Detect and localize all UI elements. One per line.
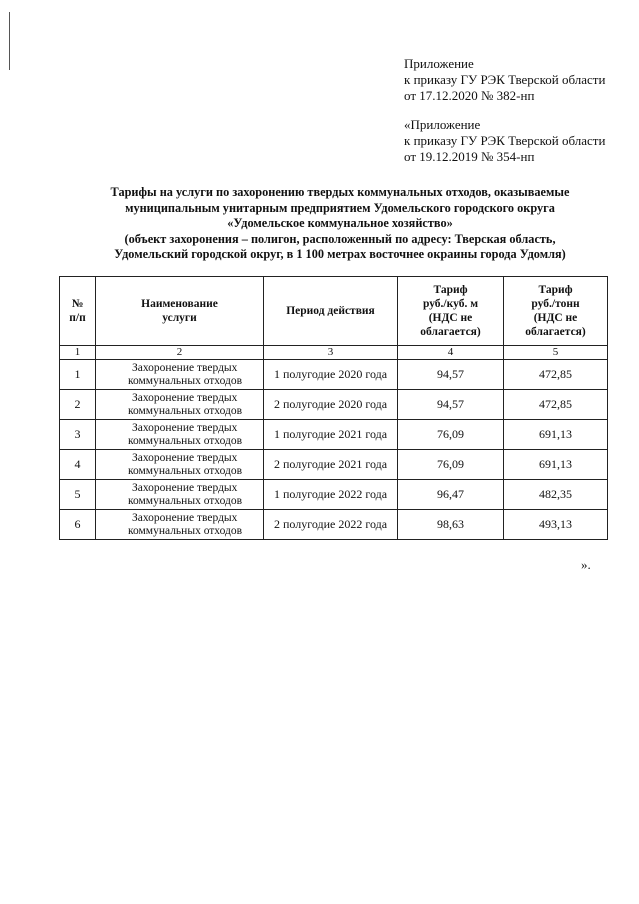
row-tariff-m3: 96,47: [398, 480, 504, 510]
header-tariff-t-line4: облагается): [525, 326, 586, 338]
row-service-name-line1: Захоронение твердых: [132, 391, 238, 404]
header-tariff-t: [504, 277, 608, 346]
header-num-line2: п/п: [69, 312, 86, 324]
column-number: 4: [398, 346, 504, 360]
row-period: 1 полугодие 2020 года: [264, 360, 398, 390]
row-num: 1: [60, 360, 96, 390]
row-tariff-t: 472,85: [504, 390, 608, 420]
column-number: 1: [60, 346, 96, 360]
row-period: 1 полугодие 2021 года: [264, 420, 398, 450]
header-tariff-m3-line2: руб./куб. м: [422, 298, 479, 310]
header-tariff-m3-line1: Тариф: [433, 284, 468, 296]
row-service-name-line2: коммунальных отходов: [128, 524, 243, 537]
table-row: [60, 420, 608, 450]
row-num: 4: [60, 450, 96, 480]
row-service-name: [96, 360, 264, 390]
table-header-row: [60, 277, 608, 346]
row-num: 5: [60, 480, 96, 510]
table-row: [60, 360, 608, 390]
header-num-line1: №: [71, 298, 84, 310]
row-service-name-line2: коммунальных отходов: [128, 404, 243, 417]
table-row: [60, 390, 608, 420]
row-service-name-line2: коммунальных отходов: [128, 494, 243, 507]
header-name: [96, 277, 264, 346]
header-tariff-t-line3: (НДС не: [533, 312, 578, 324]
row-service-name: [96, 510, 264, 540]
closing-mark: ».: [581, 557, 591, 572]
row-tariff-t: 472,85: [504, 360, 608, 390]
table-row: [60, 450, 608, 480]
table-row: [60, 480, 608, 510]
title-line5: Удомельский городской округ, в 1 100 метрах восточнее окраины города Удомля): [114, 247, 566, 261]
header-name-line1: Наименование: [141, 298, 218, 310]
header-tariff-m3-line3: (НДС не: [428, 312, 473, 324]
header-period: Период действия: [264, 277, 398, 346]
column-number: 3: [264, 346, 398, 360]
header-name-line2: услуги: [162, 312, 197, 324]
row-service-name-line1: Захоронение твердых: [132, 511, 238, 524]
row-service-name-line1: Захоронение твердых: [132, 481, 238, 494]
row-tariff-t: 493,13: [504, 510, 608, 540]
margin-line: [9, 12, 10, 70]
column-number: 5: [504, 346, 608, 360]
row-period: 1 полугодие 2022 года: [264, 480, 398, 510]
header-tariff-t-line1: Тариф: [538, 284, 573, 296]
appendix-previous-line2: к приказу ГУ РЭК Тверской области: [404, 133, 606, 148]
appendix-previous-line1: «Приложение: [404, 117, 481, 132]
appendix-current-line2: к приказу ГУ РЭК Тверской области: [404, 72, 606, 87]
document-title: [60, 185, 620, 263]
table-row: [60, 510, 608, 540]
appendix-current-line3: от 17.12.2020 № 382-нп: [404, 88, 535, 103]
title-line3: «Удомельское коммунальное хозяйство»: [227, 216, 453, 230]
row-service-name-line1: Захоронение твердых: [132, 421, 238, 434]
row-service-name-line2: коммунальных отходов: [128, 434, 243, 447]
appendix-current: [404, 56, 605, 104]
appendix-previous-line3: от 19.12.2019 № 354-нп: [404, 149, 535, 164]
row-tariff-t: 691,13: [504, 420, 608, 450]
header-num: [60, 277, 96, 346]
row-period: 2 полугодие 2021 года: [264, 450, 398, 480]
row-service-name-line2: коммунальных отходов: [128, 464, 243, 477]
row-period: 2 полугодие 2020 года: [264, 390, 398, 420]
row-tariff-m3: 76,09: [398, 450, 504, 480]
row-num: 3: [60, 420, 96, 450]
header-tariff-m3-line4: облагается): [420, 326, 481, 338]
header-tariff-m3: [398, 277, 504, 346]
appendix-previous: [404, 117, 605, 165]
row-service-name: [96, 390, 264, 420]
tariffs-table: [59, 276, 608, 540]
row-service-name: [96, 450, 264, 480]
row-service-name: [96, 480, 264, 510]
row-tariff-t: 691,13: [504, 450, 608, 480]
row-service-name-line2: коммунальных отходов: [128, 374, 243, 387]
row-tariff-m3: 98,63: [398, 510, 504, 540]
title-line2: муниципальным унитарным предприятием Удомельского городского округа: [125, 200, 555, 215]
column-number-row: [60, 346, 608, 360]
row-tariff-m3: 94,57: [398, 390, 504, 420]
header-tariff-t-line2: руб./тонн: [531, 298, 580, 310]
row-tariff-t: 482,35: [504, 480, 608, 510]
row-service-name-line1: Захоронение твердых: [132, 451, 238, 464]
title-line1: Тарифы на услуги по захоронению твердых коммунальных отходов, оказываемые: [110, 185, 570, 199]
column-number: 2: [96, 346, 264, 360]
row-num: 6: [60, 510, 96, 540]
row-service-name-line1: Захоронение твердых: [132, 361, 238, 374]
row-num: 2: [60, 390, 96, 420]
title-line4: (объект захоронения – полигон, расположенный по адресу: Тверская область,: [124, 231, 556, 246]
appendix-current-line1: Приложение: [404, 56, 474, 71]
table-body: [60, 360, 608, 540]
row-tariff-m3: 76,09: [398, 420, 504, 450]
row-tariff-m3: 94,57: [398, 360, 504, 390]
row-service-name: [96, 420, 264, 450]
row-period: 2 полугодие 2022 года: [264, 510, 398, 540]
